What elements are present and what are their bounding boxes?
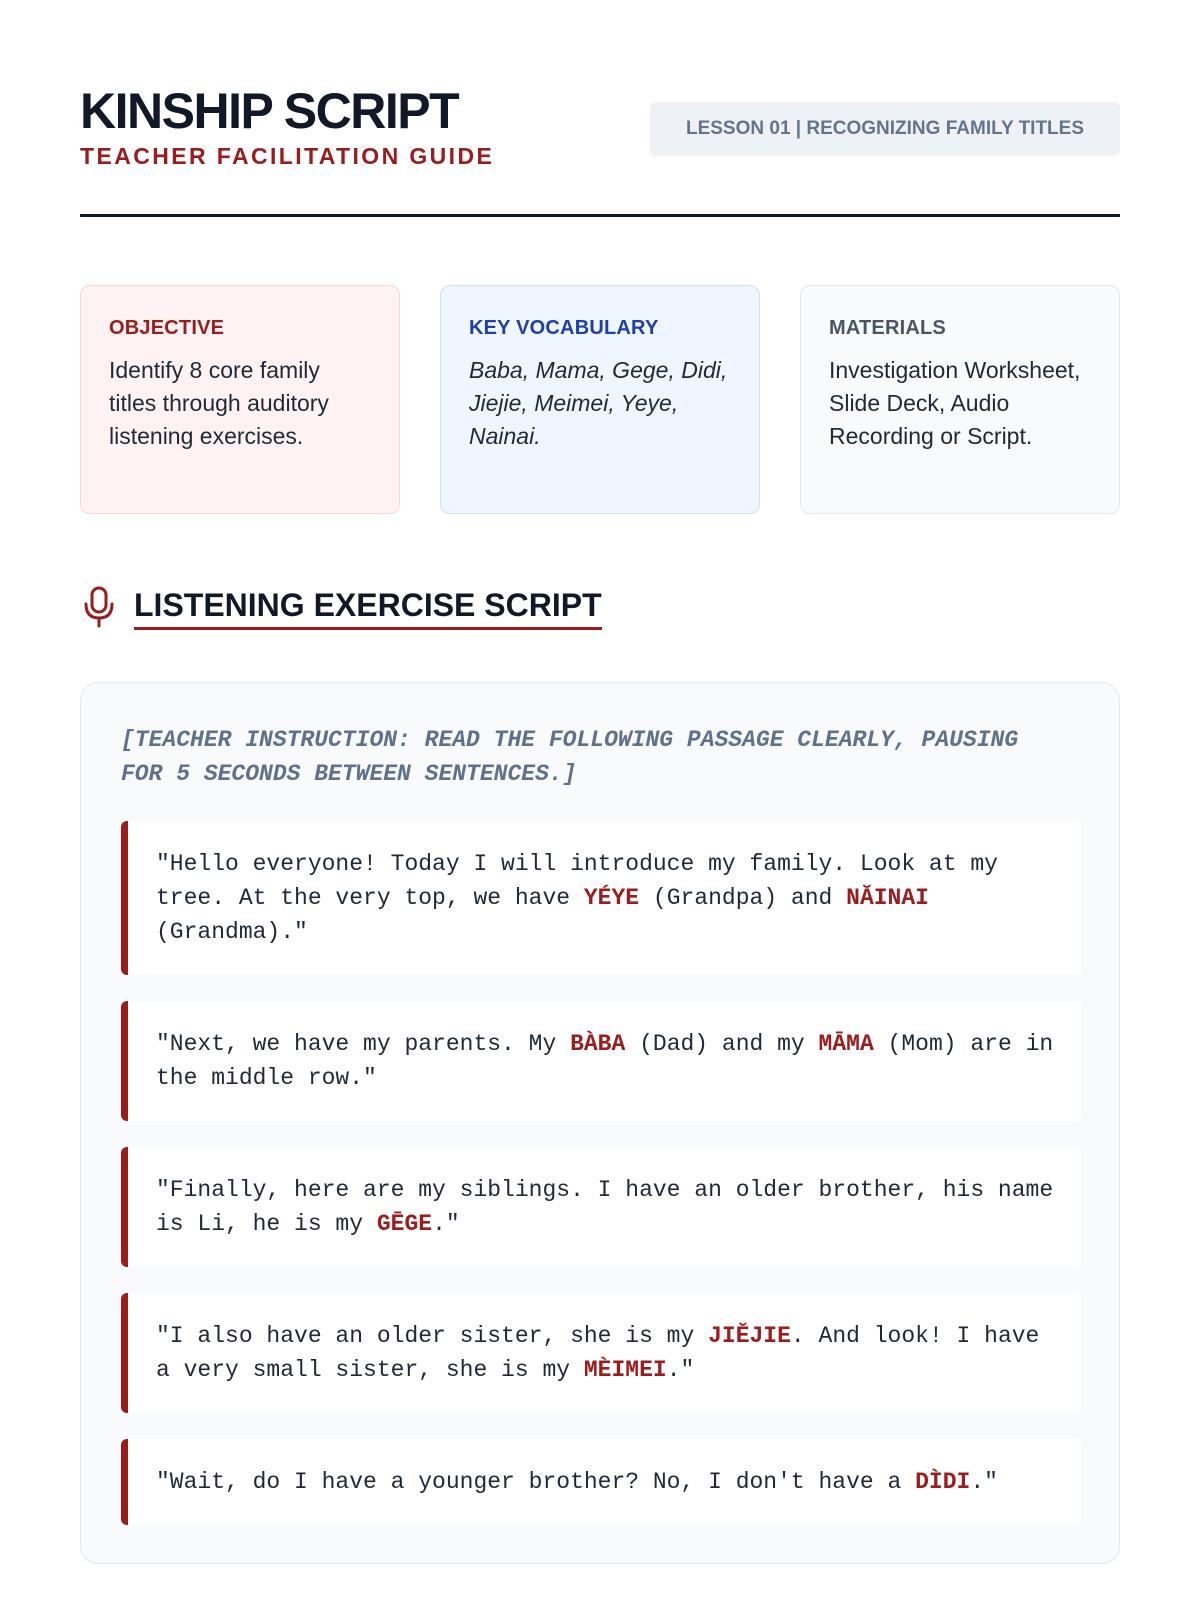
script-text: "Wait, do I have a younger brother? No, I don't have a xyxy=(156,1469,916,1495)
script-paragraph xyxy=(121,1293,1081,1413)
page-header xyxy=(80,82,1120,182)
script-text: (Grandpa) and xyxy=(639,885,847,911)
vocab-term: JIĚJIE xyxy=(708,1323,791,1349)
vocabulary-label: KEY VOCABULARY xyxy=(469,317,659,339)
vocab-term: MÈIMEI xyxy=(583,1357,667,1383)
script-paragraph xyxy=(121,821,1081,975)
section-title: LISTENING EXERCISE SCRIPT xyxy=(134,586,602,630)
script-paragraph xyxy=(121,1147,1081,1267)
lesson-badge: LESSON 01 | RECOGNIZING FAMILY TITLES xyxy=(650,102,1120,156)
vocab-term: NĂINAI xyxy=(846,885,929,911)
objective-text: Identify 8 core family titles through auditory listening exercises. xyxy=(109,357,329,449)
page-title: KINSHIP SCRIPT xyxy=(80,83,459,139)
vocab-term: GĒGE xyxy=(376,1211,433,1237)
script-text: "Finally, here are my siblings. I have an older brother, his name is Li, he is my xyxy=(156,1177,1054,1237)
objective-card xyxy=(80,285,400,514)
vocabulary-card xyxy=(440,285,760,514)
vocab-term: DÌDI xyxy=(915,1469,971,1495)
materials-card xyxy=(800,285,1120,514)
script-text: "Hello everyone! Today I will introduce my family. Look at my tree. At the very top, we have xyxy=(156,851,998,911)
materials-label: MATERIALS xyxy=(829,317,946,339)
section-heading xyxy=(80,582,780,630)
teacher-instruction: [TEACHER INSTRUCTION: READ THE FOLLOWING PASSAGE CLEARLY, PAUSING FOR 5 SECONDS BETWEEN SENTENCES.] xyxy=(121,727,1019,787)
script-text: ." xyxy=(970,1469,998,1495)
objective-label: OBJECTIVE xyxy=(109,317,225,339)
script-text: "I also have an older sister, she is my xyxy=(156,1323,709,1349)
script-paragraph xyxy=(121,1001,1081,1121)
page-subtitle: TEACHER FACILITATION GUIDE xyxy=(80,143,495,169)
script-text: (Mom) are in the middle row." xyxy=(156,1031,1054,1091)
vocabulary-text: Baba, Mama, Gege, Didi, Jiejie, Meimei, Yeye, Nainai. xyxy=(469,357,728,449)
materials-text: Investigation Worksheet, Slide Deck, Audio Recording or Script. xyxy=(829,357,1081,449)
script-text: ." xyxy=(432,1211,460,1237)
script-text: ." xyxy=(666,1357,695,1383)
vocab-term: MĀMA xyxy=(818,1031,874,1057)
vocab-term: YÉYE xyxy=(583,885,640,911)
script-text: (Dad) and my xyxy=(625,1031,819,1057)
script-text: "Next, we have my parents. My xyxy=(156,1031,571,1057)
vocab-term: BÀBA xyxy=(570,1031,626,1057)
header-divider xyxy=(80,214,1120,217)
script-text: (Grandma)." xyxy=(156,919,308,945)
script-panel xyxy=(80,682,1120,1564)
script-text: . And look! I have a very small sister, she is my xyxy=(156,1323,1040,1383)
microphone-icon xyxy=(82,586,116,628)
script-paragraph xyxy=(121,1439,1081,1525)
